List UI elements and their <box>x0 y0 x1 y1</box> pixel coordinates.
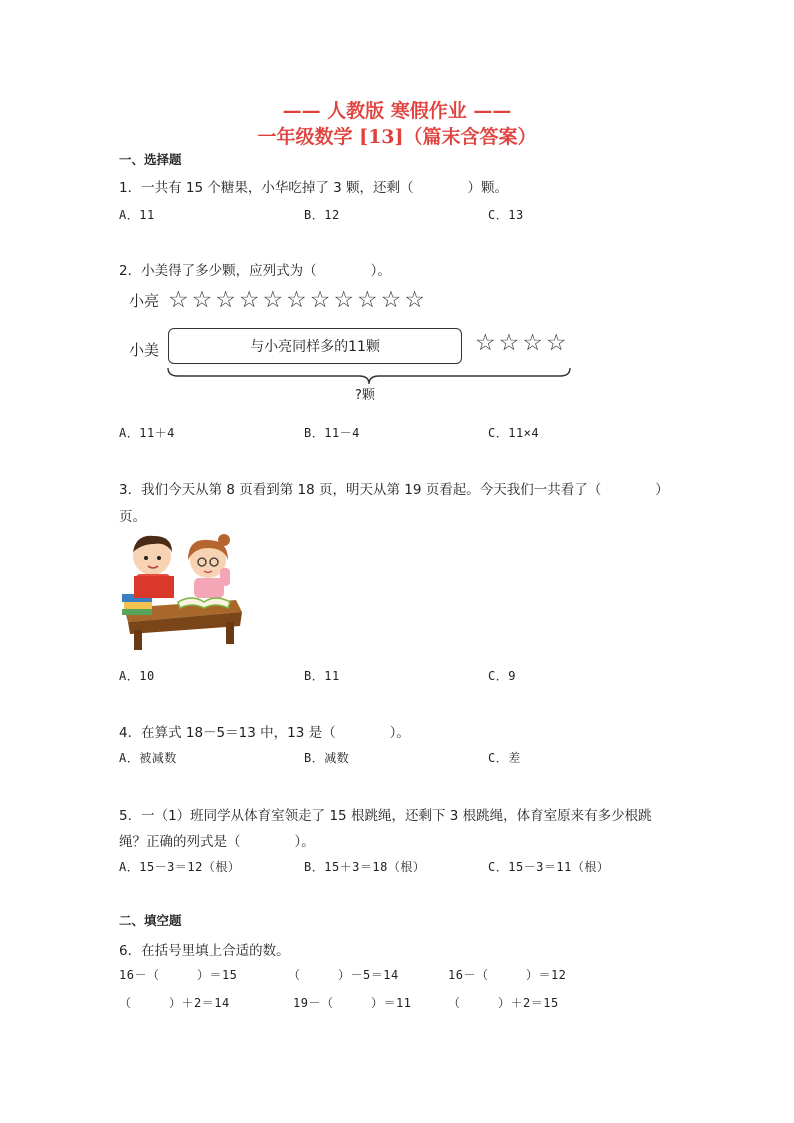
star-icon: ☆ <box>545 330 567 356</box>
question-5-option-b: B．15＋3＝18（根） <box>304 860 426 874</box>
question-2-option-a: A．11＋4 <box>119 426 175 440</box>
star-icon: ☆ <box>498 330 520 356</box>
same-as-xiaoliang-box <box>168 328 462 364</box>
star-icon: ☆ <box>522 330 543 356</box>
star-icon: ☆ <box>309 287 331 313</box>
star-row-xiaomei <box>475 332 567 355</box>
fill-expression: 16－（ ）＝15 <box>119 968 238 982</box>
question-1-option-c: C．13 <box>488 208 524 222</box>
fill-expression: （ ）－5＝14 <box>288 968 399 982</box>
row-label-xiaoliang: 小亮 <box>129 292 160 310</box>
fill-expression: 19－（ ）＝11 <box>293 996 412 1010</box>
brace-total-label: ?颗 <box>355 388 375 403</box>
star-icon: ☆ <box>333 287 354 313</box>
star-icon: ☆ <box>168 287 189 313</box>
question-4-option-a: A．被减数 <box>119 751 177 765</box>
star-icon: ☆ <box>191 287 213 313</box>
question-5-text-line2: 绳？正确的列式是（ ）。 <box>119 834 315 850</box>
star-icon: ☆ <box>357 287 378 313</box>
question-3-option-c: C．9 <box>488 669 516 683</box>
page-title-line2: 一年级数学 [13]（篇末含答案） <box>257 126 537 148</box>
question-3-text-line1: 3．我们今天从第 8 页看到第 18 页，明天从第 19 页看起。今天我们一共看了（ ） <box>119 482 669 498</box>
question-2-text: 2．小美得了多少颗，应列式为（ ）。 <box>119 263 391 279</box>
question-6-text: 6．在括号里填上合适的数。 <box>119 943 290 959</box>
star-icon: ☆ <box>238 287 260 313</box>
question-2-option-c: C．11×4 <box>488 426 540 440</box>
star-icon: ☆ <box>380 287 402 313</box>
question-1-text: 1．一共有 15 个糖果，小华吃掉了 3 颗，还剩（ ）颗。 <box>119 180 509 196</box>
star-icon: ☆ <box>404 287 425 313</box>
star-row-xiaoliang <box>168 289 425 312</box>
fill-expression: （ ）＋2＝15 <box>448 996 559 1010</box>
question-3-option-b: B．11 <box>304 669 340 683</box>
children-reading-illustration <box>116 530 246 655</box>
question-3-option-a: A．10 <box>119 669 155 683</box>
same-as-xiaoliang-box-label: 与小亮同样多的11颗 <box>250 339 380 355</box>
section-fill-heading: 二、填空题 <box>119 913 182 928</box>
question-3-text-line2: 页。 <box>119 509 146 525</box>
fill-expression: 16－（ ）＝12 <box>448 968 567 982</box>
question-4-text: 4．在算式 18－5＝13 中，13 是（ ）。 <box>119 725 410 741</box>
question-4-option-b: B．减数 <box>304 751 350 765</box>
star-icon: ☆ <box>215 287 236 313</box>
page-title-line1: —— 人教版 寒假作业 —— <box>282 100 512 122</box>
question-1-option-b: B．12 <box>304 208 340 222</box>
question-4-option-c: C．差 <box>488 751 521 765</box>
total-brace <box>166 366 572 386</box>
fill-expression: （ ）＋2＝14 <box>119 996 230 1010</box>
star-icon: ☆ <box>286 287 307 313</box>
star-icon: ☆ <box>475 330 496 356</box>
section-choice-heading: 一、选择题 <box>119 152 182 167</box>
star-icon: ☆ <box>262 287 284 313</box>
question-1-option-a: A．11 <box>119 208 155 222</box>
question-2-option-b: B．11－4 <box>304 426 360 440</box>
question-5-text-line1: 5．一（1）班同学从体育室领走了 15 根跳绳，还剩下 3 根跳绳，体育室原来有多少根跳 <box>119 808 652 824</box>
question-5-option-a: A．15－3＝12（根） <box>119 860 241 874</box>
row-label-xiaomei: 小美 <box>129 341 160 359</box>
question-5-option-c: C．15－3＝11（根） <box>488 860 610 874</box>
